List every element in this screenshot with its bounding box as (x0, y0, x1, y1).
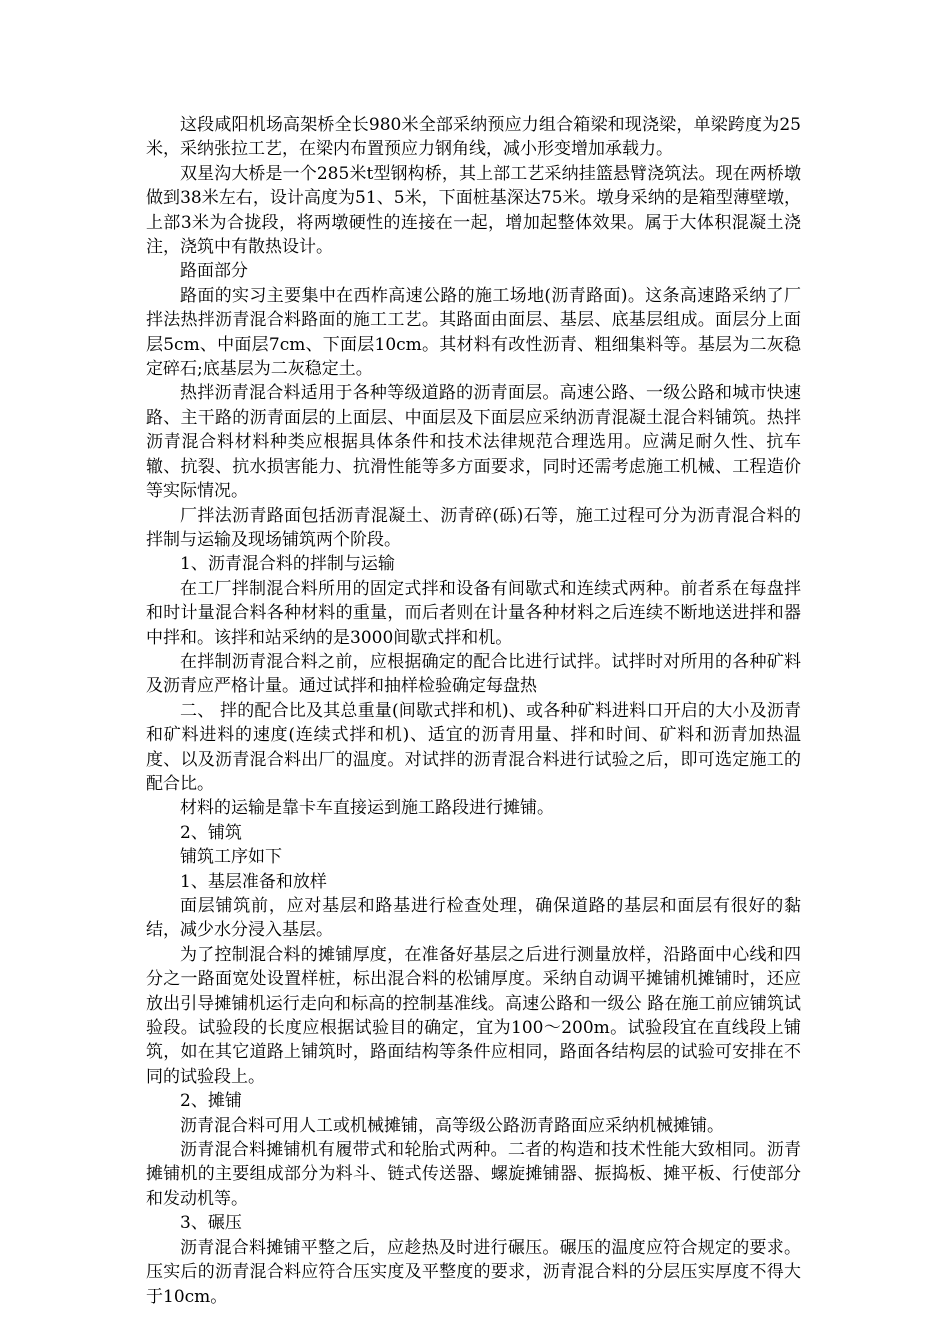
paragraph-spreading-method: 沥青混合料可用人工或机械摊铺，高等级公路沥青路面应采纳机械摊铺。 (180, 1115, 724, 1136)
paragraph-mixing-equipment: 在工厂拌制混合料所用的固定式拌和设备有间歇式和连续式两种。前者系在每盘拌和时计量混合料各种材料的重量，而后者则在计量各种材料之后连续不断地送进拌和器中拌和。该拌和站采纳的是3000间歇式拌和机。 (146, 578, 801, 648)
paragraph-paving-steps: 铺筑工序如下 (180, 847, 282, 868)
document-body (146, 113, 801, 1309)
paragraph-compaction: 沥青混合料摊铺平整之后，应趁热及时进行碾压。碾压的温度应符合规定的要求。压实后的沥青混合料应符合压实度及平整度的要求，沥青混合料的分层压实厚度不得大于10cm。 (146, 1237, 801, 1307)
paragraph-airport-bridge: 这段咸阳机场高架桥全长980米全部采纳预应力组合箱梁和现浇梁，单梁跨度为25米，采纳张拉工艺，在梁内布置预应力钢角线，减小形变增加承载力。 (146, 115, 801, 160)
heading-spreading: 2、摊铺 (180, 1091, 242, 1112)
paragraph-transport: 材料的运输是靠卡车直接运到施工路段进行摊铺。 (180, 798, 554, 819)
paragraph-base-check: 面层铺筑前，应对基层和路基进行检查处理，确保道路的基层和面层有很好的黏结，减少水分浸入基层。 (146, 896, 801, 941)
paragraph-trial-mix: 在拌制沥青混合料之前，应根据确定的配合比进行试拌。试拌时对所用的各种矿料及沥青应严格计量。通过试拌和抽样检验确定每盘热 (146, 651, 801, 697)
heading-compaction: 3、碾压 (180, 1213, 242, 1234)
paragraph-pavement-intro: 路面的实习主要集中在西柞高速公路的施工场地(沥青路面)。这条高速路采纳了厂拌法热拌沥青混合料路面的施工工艺。其路面由面层、基层、底基层组成。面层分上面层5cm、中面层7cm、下面层10cm。其材料有改性沥青、粗细集料等。基层为二灰稳定碎石;底基层为二灰稳定土。 (146, 285, 801, 380)
heading-paving: 2、铺筑 (180, 822, 242, 843)
paragraph-plant-mix: 厂拌法沥青路面包括沥青混凝土、沥青碎(砾)石等，施工过程可分为沥青混合料的拌制与运输及现场铺筑两个阶段。 (146, 505, 801, 550)
paragraph-shuangxinggou-bridge: 双星沟大桥是一个285米t型钢构桥，其上部工艺采纳挂篮悬臂浇筑法。现在两桥墩做到38米左右，设计高度为51、5米，下面桩基深达75米。墩身采纳的是箱型薄壁墩，上部3米为合拢段，将两墩硬性的连接在一起，增加起整体效果。属于大体积混凝土浇注，浇筑中有散热设计。 (146, 163, 801, 258)
paragraph-paver-types: 沥青混合料摊铺机有履带式和轮胎式两种。二者的构造和技术性能大致相同。沥青摊铺机的主要组成部分为料斗、链式传送器、螺旋摊铺器、振捣板、摊平板、行使部分和发动机等。 (146, 1140, 801, 1209)
paragraph-hot-mix: 热拌沥青混合料适用于各种等级道路的沥青面层。高速公路、一级公路和城市快速路、主干路的沥青面层的上面层、中面层及下面层应采纳沥青混凝土混合料铺筑。热拌沥青混合料材料种类应根据具体条件和技术法律规范合理选用。应满足耐久性、抗车辙、抗裂、抗水损害能力、抗滑性能等多方面要求，同时还需考虑施工机械、工程造价等实际情况。 (146, 383, 801, 502)
heading-pavement: 路面部分 (180, 261, 248, 282)
heading-mixing-transport: 1、沥青混合料的拌制与运输 (180, 554, 395, 575)
paragraph-setting-out: 为了控制混合料的摊铺厚度，在准备好基层之后进行测量放样，沿路面中心线和四分之一路面宽处设置样桩，标出混合料的松铺厚度。采纳自动调平摊铺机摊铺时，还应放出引导摊铺机运行走向和标高的控制基准线。高速公路和一级公 路在施工前应铺筑试验段。试验段的长度应根据试验目的确定，宜为100～200m。试验段宜在直线段上铺筑，如在其它道路上铺筑时，路面结构等条件应相同，路面各结构层的试验可安排在不同的试验段上。 (146, 944, 801, 1087)
heading-base-preparation: 1、基层准备和放样 (180, 871, 327, 892)
paragraph-mix-ratio: 二、 拌的配合比及其总重量(间歇式拌和机)、或各种矿料进料口开启的大小及沥青和矿料进料的速度(连续式拌和机)、适宜的沥青用量、拌和时间、矿料和沥青加热温度、以及沥青混合料出厂的温度。对试拌的沥青混合料进行试验之后，即可选定施工的配合比。 (146, 700, 801, 794)
